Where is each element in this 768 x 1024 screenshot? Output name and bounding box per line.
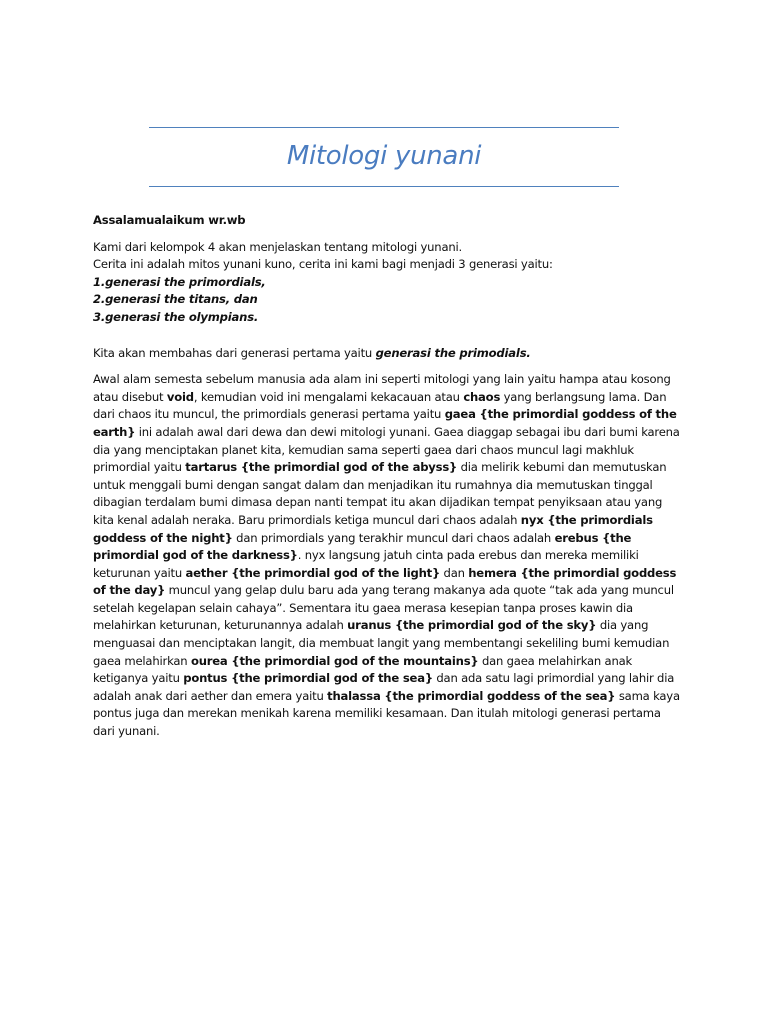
intro-line-1: Kami dari kelompok 4 akan menjelaskan tentang mitologi yunani. [93,239,463,254]
title-rule-top [149,127,619,128]
emphasized-term: ourea {the primordial god of the mountains} [190,653,479,668]
paragraph-text: . nyx langsung jatuh cinta pada erebus dan mereka memiliki keturunan yaitu [93,548,639,580]
paragraph-text: dan ada satu lagi primordial yang lahir dia adalah anak dari aether dan emera yaitu [93,671,675,703]
paragraph-text: Awal alam semesta sebelum manusia ada alam ini seperti mitologi yang lain yaitu hampa atau kosong atau disebut [93,372,671,404]
emphasized-term: void [166,389,194,404]
lead-text: Kita akan membahas dari generasi pertama yaitu [93,345,376,360]
paragraph-text: dan primordials yang terakhir muncul dari chaos adalah [232,530,555,545]
emphasized-term: erebus {the primordial god of the darkness} [93,530,632,563]
paragraph-text: sama kaya pontus juga dan merekan menikah karena memiliki kesamaan. Dan itulah mitologi generasi pertama dari yunani. [93,688,680,739]
paragraph-text: dia yang menguasai dan menciptakan langit, dia membuat langit yang membentangi sekeliling bumi kemudian gaea melahirkan [93,618,670,668]
greeting: Assalamualaikum wr.wb [93,213,246,227]
lead-generation: generasi the primodials. [375,345,531,360]
emphasized-term: nyx {the primordials goddess of the night} [93,512,653,545]
emphasized-term: aether {the primordial god of the light} [185,565,441,580]
emphasized-term: chaos [463,389,501,404]
intro-line-2: Cerita ini adalah mitos yunani kuno, cerita ini kami bagi menjadi 3 generasi yaitu: [93,257,553,272]
generation-item-1: 1.generasi the primordials, [93,274,266,289]
emphasized-term: gaea {the primordial goddess of the earth} [93,407,677,439]
generation-item-2: 2.generasi the titans, dan [93,292,258,307]
emphasized-term: uranus {the primordial god of the sky} [347,618,597,633]
paragraph-text: ini adalah awal dari dewa dan dewi mitologi yunani. Gaea diaggap sebagai ibu dari bumi karena dia yang menciptakan planet kita, kemudian sama seperti gaea dari chaos muncul lagi makhluk primordial yaitu [93,424,680,475]
intro-paragraph [93,239,683,327]
emphasized-term: hemera {the primordial goddess of the day} [93,565,677,598]
lead-paragraph [93,345,683,363]
paragraph-text: yang berlangsung lama. Dan dari chaos itu muncul, the primordials generasi pertama yaitu [93,389,667,422]
document-title: Mitologi yunani [286,141,482,171]
paragraph-text: dia melirik kebumi dan memutuskan untuk menggali bumi dengan sangat dalam dan menjadikan itu rumahnya dia memutuskan tinggal dibagian terdalam bumi dimasa depan nanti tempat itu akan dijadikan tempat penyiksaan atau yang kita kenal adalah neraka. Baru primordials ketiga muncul dari chaos adalah [93,460,667,527]
emphasized-term: tartarus {the primordial god of the abyss} [185,460,458,475]
title-rule-bottom [149,186,619,187]
paragraph-text: , kemudian void ini mengalami kekacauan atau [193,389,464,404]
paragraph-text: dan [440,565,469,580]
paragraph-text: muncul yang gelap dulu baru ada yang terang makanya ada quote “tak ada yang muncul setelah kegelapan selain cahaya”. Sementara itu gaea merasa kesepian tanpa proses kawin dia melahirkan keturunan, keturunannya adalah [93,583,674,633]
emphasized-term: thalassa {the primordial goddess of the sea} [327,688,616,703]
emphasized-term: pontus {the primordial god of the sea} [183,671,433,686]
generation-item-3: 3.generasi the olympians. [93,309,259,324]
main-paragraph [93,371,683,740]
document-body [93,212,683,750]
paragraph-text: dan gaea melahirkan anak ketiganya yaitu [93,653,633,686]
